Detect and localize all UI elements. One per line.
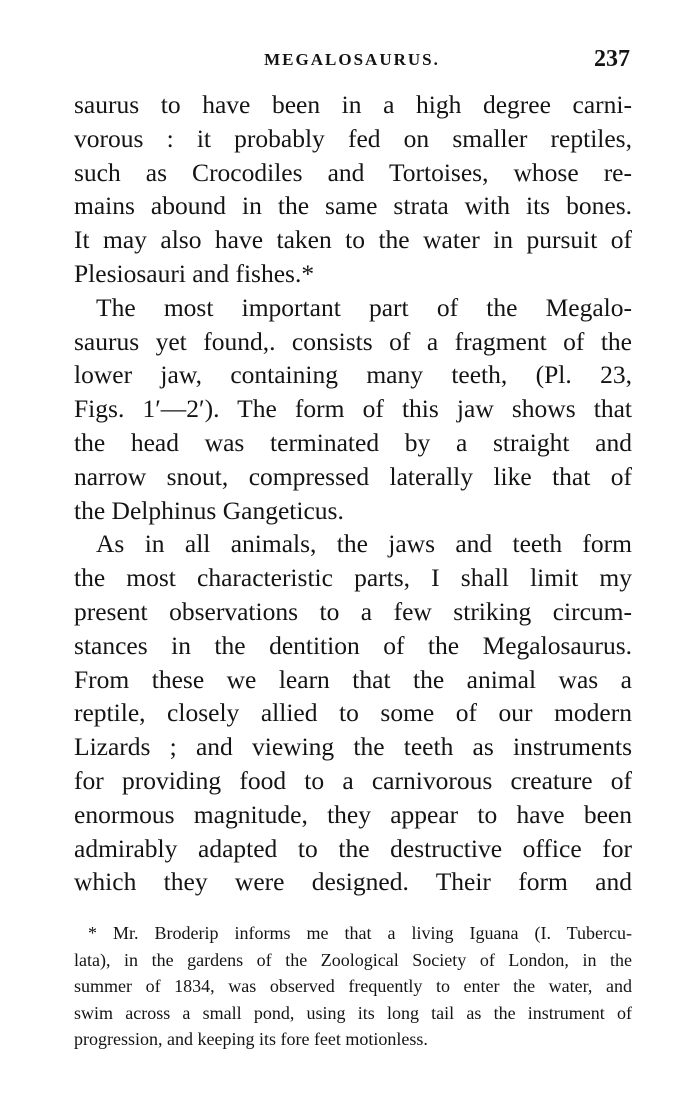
footnote-line: progression, and keeping its fore feet motionless.	[74, 1029, 428, 1049]
text-line: Figs. 1′—2′). The form of this jaw shows that	[74, 394, 632, 424]
text-line: lower jaw, containing many teeth, (Pl. 23,	[74, 360, 632, 390]
running-title: MEGALOSAURUS.	[264, 50, 440, 69]
text-line: admirably adapted to the destructive office for	[74, 833, 632, 863]
text-line: for providing food to a carnivorous creature of	[74, 765, 632, 795]
paragraph-3	[74, 527, 632, 899]
text-line: present observations to a few striking circum-	[74, 596, 632, 626]
text-line: mains abound in the same strata with its bones.	[74, 191, 632, 221]
paragraph-1	[74, 88, 632, 291]
text-line: the most characteristic parts, I shall limit my	[74, 563, 632, 593]
text-line: which they were designed. Their form and	[74, 867, 632, 897]
footnote-line: lata), in the gardens of the Zoological Society of London, in the	[74, 949, 632, 970]
footnote	[74, 920, 632, 1053]
text-line: such as Crocodiles and Tortoises, whose re-	[74, 157, 632, 187]
text-line: narrow snout, compressed laterally like that of	[74, 461, 632, 491]
text-line: saurus yet found,. consists of a fragment of the	[74, 326, 632, 356]
text-line: vorous : it probably fed on smaller reptiles,	[74, 123, 632, 153]
footnote-line: summer of 1834, was observed frequently to enter the water, and	[74, 976, 632, 996]
text-line: It may also have taken to the water in pursuit of	[74, 225, 632, 255]
text-line: Lizards ; and viewing the teeth as instruments	[74, 732, 632, 762]
page-header	[74, 48, 630, 76]
text-line: stances in the dentition of the Megalosaurus.	[74, 630, 632, 660]
text-line: As in all animals, the jaws and teeth form	[96, 529, 632, 559]
text-line: the head was terminated by a straight and	[74, 427, 632, 457]
text-line: From these we learn that the animal was a	[74, 664, 632, 694]
footnote-line: swim across a small pond, using its long tail as the instrument of	[74, 1002, 632, 1023]
text-line: saurus to have been in a high degree carni-	[74, 90, 632, 119]
body-text	[74, 88, 632, 899]
text-line: Plesiosauri and fishes.*	[74, 258, 315, 288]
text-line: reptile, closely allied to some of our modern	[74, 698, 632, 728]
text-line: enormous magnitude, they appear to have been	[74, 799, 632, 829]
paragraph-2	[74, 291, 632, 528]
text-line: The most important part of the Megalo-	[96, 292, 632, 322]
text-line: the Delphinus Gangeticus.	[74, 495, 344, 525]
page-number: 237	[594, 46, 630, 72]
footnote-line: * Mr. Broderip informs me that a living Iguana (I. Tubercu-	[88, 923, 632, 943]
